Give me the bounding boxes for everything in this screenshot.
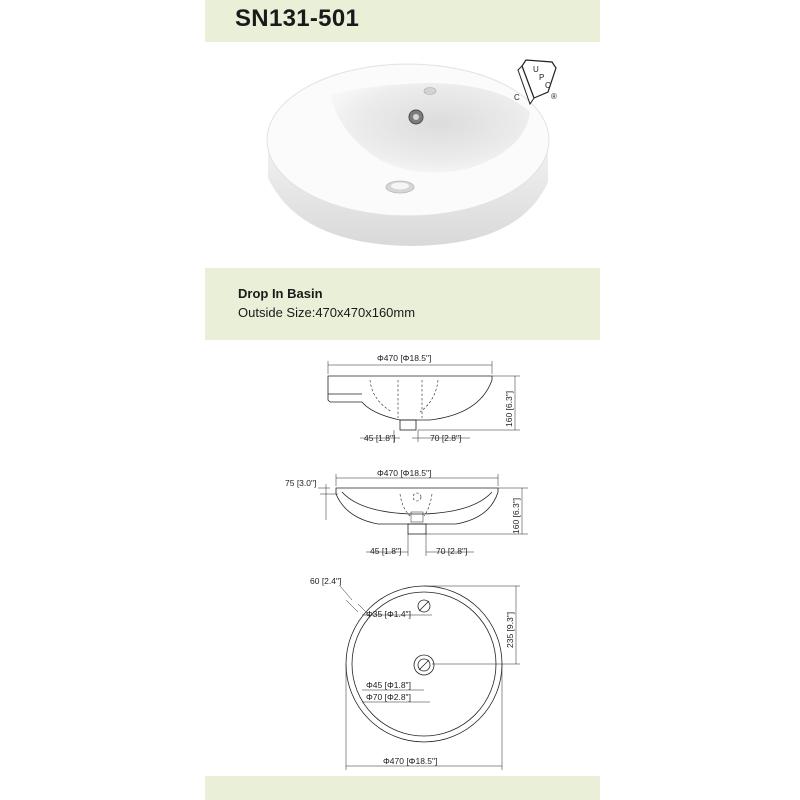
cupc-c: C [514, 93, 520, 102]
top-view-drawing [310, 576, 520, 770]
tap-hole-inner [391, 183, 409, 190]
cupc-letter-c: C [545, 81, 551, 90]
top-tap-hole-dim: Φ35 [Φ1.4"] [366, 609, 411, 619]
outside-size-value: 470x470x160mm [315, 305, 416, 320]
model-title: SN131-501 [235, 5, 360, 32]
top-rim-dim: 60 [2.4"] [310, 576, 342, 586]
top-drain-outer-dim: Φ70 [Φ2.8"] [366, 692, 411, 702]
cupc-registered: ® [551, 92, 557, 101]
section-drain-offset-dim: 45 [1.8"] [370, 546, 402, 556]
section-height-dim: 160 [6.3"] [511, 497, 521, 534]
side-drain-offset-dim: 45 [1.8"] [364, 433, 396, 443]
cupc-letter-p: P [539, 73, 545, 82]
overflow-hole [424, 88, 436, 95]
basin-photo [267, 64, 549, 246]
top-width-dim: Φ470 [Φ18.5"] [383, 756, 438, 766]
section-rim-dim: 75 [3.0"] [285, 478, 317, 488]
side-drain-width-dim: 70 [2.8"] [430, 433, 462, 443]
section-drain-width-dim: 70 [2.8"] [436, 546, 468, 556]
side-height-dim: 160 [6.3"] [504, 390, 514, 427]
cupc-letter-u: U [533, 65, 539, 74]
top-center-dim: 235 [9.3"] [505, 611, 515, 648]
side-view-drawing [328, 353, 520, 443]
drain-center [413, 114, 419, 120]
side-width-dim: Φ470 [Φ18.5"] [377, 353, 432, 363]
product-type: Drop In Basin [238, 286, 323, 301]
section-width-dim: Φ470 [Φ18.5"] [377, 468, 432, 478]
section-view-drawing [285, 468, 528, 556]
outside-size-label: Outside Size: [238, 305, 316, 320]
top-drain-inner-dim: Φ45 [Φ1.8"] [366, 680, 411, 690]
